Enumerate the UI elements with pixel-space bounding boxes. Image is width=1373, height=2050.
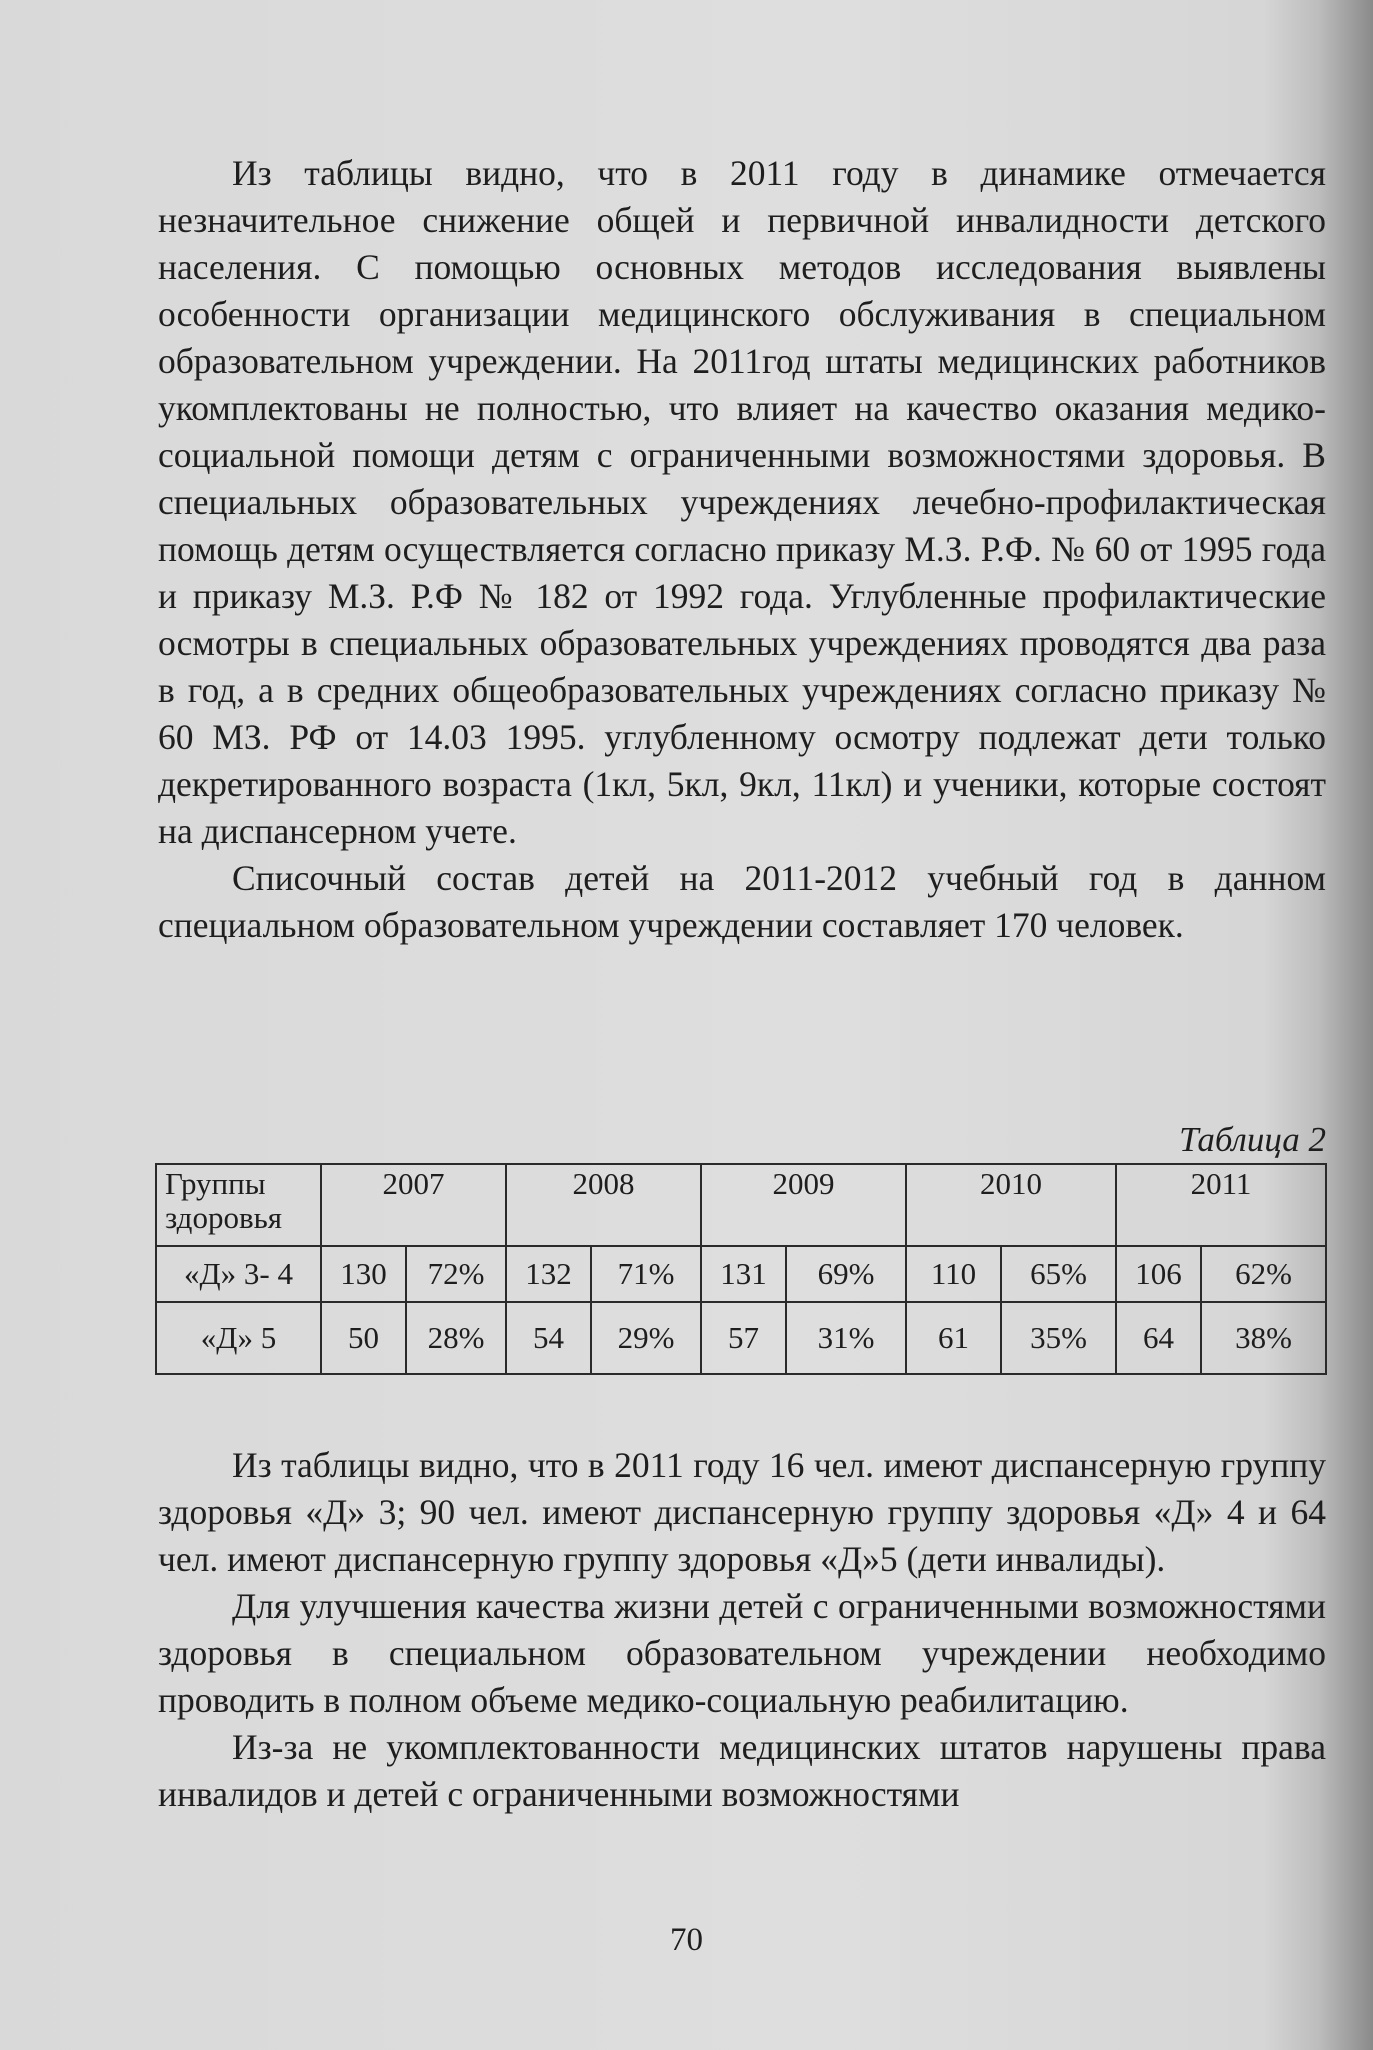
health-groups-table bbox=[155, 1163, 1327, 1375]
percent-cell: 38% bbox=[1201, 1302, 1326, 1374]
percent-cell: 29% bbox=[591, 1302, 701, 1374]
page-number: 70 bbox=[670, 1922, 703, 1958]
count-cell: 110 bbox=[906, 1246, 1001, 1302]
paragraph: Для улучшения качества жизни детей с ограниченными возможностями здоровья в специальном образовательном учреждении необходимо проводить в полном объеме медико-социальную реабилитацию. bbox=[158, 1586, 1326, 1720]
bottom-text-block bbox=[158, 1442, 1326, 1818]
count-cell: 50 bbox=[321, 1302, 406, 1374]
count-cell: 131 bbox=[701, 1246, 786, 1302]
paragraph: Списочный состав детей на 2011-2012 учебный год в данном специальном образовательном учреждении составляет 170 человек. bbox=[158, 858, 1326, 945]
percent-cell: 65% bbox=[1001, 1246, 1116, 1302]
count-cell: 130 bbox=[321, 1246, 406, 1302]
year-header: 2009 bbox=[701, 1164, 906, 1246]
table-header-row bbox=[156, 1164, 1326, 1246]
count-cell: 54 bbox=[506, 1302, 591, 1374]
year-header: 2010 bbox=[906, 1164, 1116, 1246]
table-caption: Таблица 2 bbox=[1179, 1120, 1326, 1159]
percent-cell: 28% bbox=[406, 1302, 506, 1374]
group-cell: «Д» 3- 4 bbox=[156, 1246, 321, 1302]
count-cell: 61 bbox=[906, 1302, 1001, 1374]
count-cell: 64 bbox=[1116, 1302, 1201, 1374]
percent-cell: 69% bbox=[786, 1246, 906, 1302]
percent-cell: 71% bbox=[591, 1246, 701, 1302]
percent-cell: 72% bbox=[406, 1246, 506, 1302]
paragraph: Из таблицы видно, что в 2011 году в динамике отмечается незначительное снижение общей и первичной инвалидности детского населения. С помощью основных методов исследования выявлены особенности организации медицинского обслуживания в специальном образовательном учреждении. На 2011год штаты медицинских работников укомплектованы не полностью, что влияет на качество оказания медико-социальной помощи детям с ограниченными возможностями здоровья. В специальных образовательных учреждениях лечебно-профилактическая помощь детям осуществляется согласно приказу М.З. Р.Ф. № 60 от 1995 года и приказу М.З. Р.Ф № 182 от 1992 года. Углубленные профилактические осмотры в специальных образовательных учреждениях проводятся два раза в год, а в средних общеобразовательных учреждениях согласно приказу № 60 МЗ. РФ от 14.03 1995. углубленному осмотру подлежат дети только декретированного возраста (1кл, 5кл, 9кл, 11кл) и ученики, которые состоят на диспансерном учете. bbox=[158, 153, 1326, 851]
year-header: 2007 bbox=[321, 1164, 506, 1246]
table-row bbox=[156, 1246, 1326, 1302]
percent-cell: 62% bbox=[1201, 1246, 1326, 1302]
year-header: 2011 bbox=[1116, 1164, 1326, 1246]
group-cell: «Д» 5 bbox=[156, 1302, 321, 1374]
count-cell: 106 bbox=[1116, 1246, 1201, 1302]
percent-cell: 35% bbox=[1001, 1302, 1116, 1374]
year-header: 2008 bbox=[506, 1164, 701, 1246]
top-text-block bbox=[158, 150, 1326, 949]
table-row bbox=[156, 1302, 1326, 1374]
header-group-label: Группы здоровья bbox=[156, 1164, 321, 1246]
paragraph: Из таблицы видно, что в 2011 году 16 чел. имеют диспансерную группу здоровья «Д» 3; 90 чел. имеют диспансерную группу здоровья «Д» 4 и 64 чел. имеют диспансерную группу здоровья «Д»5 (дети инвалиды). bbox=[158, 1445, 1326, 1579]
paragraph: Из-за не укомплектованности медицинских штатов нарушены права инвалидов и детей с ограниченными возможностями bbox=[158, 1727, 1326, 1814]
count-cell: 57 bbox=[701, 1302, 786, 1374]
count-cell: 132 bbox=[506, 1246, 591, 1302]
percent-cell: 31% bbox=[786, 1302, 906, 1374]
